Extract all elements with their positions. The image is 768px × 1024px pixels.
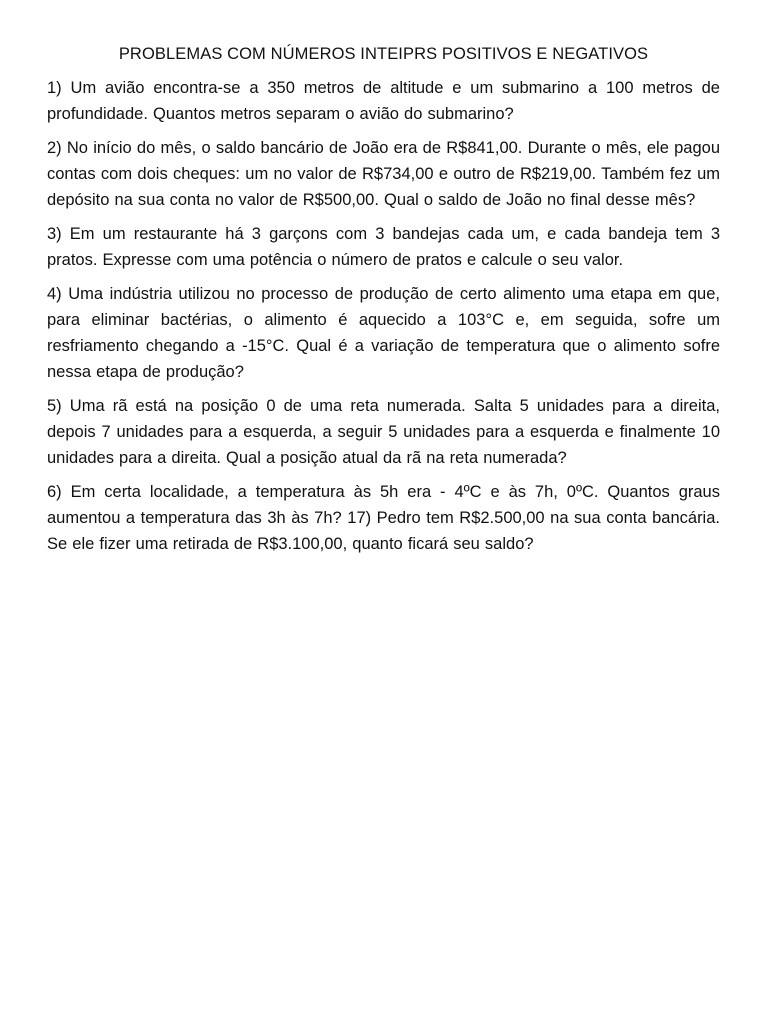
problem-2: 2) No início do mês, o saldo bancário de João era de R$841,00. Durante o mês, ele pagou contas com dois cheques: um no valor de R$734,00 e outro de R$219,00. Também fez um depósito na sua conta no valor de R$500,00. Qual o saldo de João no final desse mês? xyxy=(47,139,720,209)
problem-5: 5) Uma rã está na posição 0 de uma reta numerada. Salta 5 unidades para a direita, depois 7 unidades para a esquerda, a seguir 5 unidades para a esquerda e finalmente 10 unidades para a direita. Qual a posição atual da rã na reta numerada? xyxy=(47,397,720,467)
problem-6: 6) Em certa localidade, a temperatura às 5h era - 4ºC e às 7h, 0ºC. Quantos graus aumentou a temperatura das 3h às 7h? 17) Pedro tem R$2.500,00 na sua conta bancária. Se ele fizer uma retirada de R$3.100,00, quanto ficará seu saldo? xyxy=(47,483,720,553)
problem-4: 4) Uma indústria utilizou no processo de produção de certo alimento uma etapa em que, para eliminar bactérias, o alimento é aquecido a 103°C e, em seguida, sofre um resfriamento chegando a -15°C. Qual é a variação de temperatura que o alimento sofre nessa etapa de produção? xyxy=(47,285,720,381)
page-title: PROBLEMAS COM NÚMEROS INTEIPRS POSITIVOS E NEGATIVOS xyxy=(118,45,649,63)
problem-3: 3) Em um restaurante há 3 garçons com 3 bandejas cada um, e cada bandeja tem 3 pratos. Expresse com uma potência o número de pratos e calcule o seu valor. xyxy=(47,225,720,269)
problem-1: 1) Um avião encontra-se a 350 metros de altitude e um submarino a 100 metros de profundidade. Quantos metros separam o avião do submarino? xyxy=(47,79,720,123)
